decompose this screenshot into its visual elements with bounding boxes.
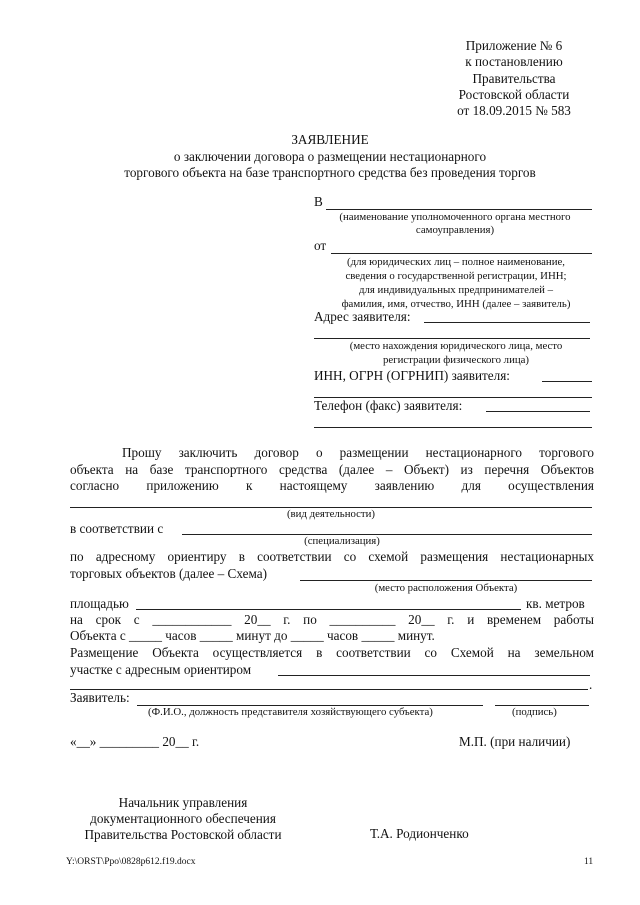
file-path: Y:\ORST\Ppo\0828p612.f19.docx [66, 857, 196, 867]
hint-line: самоуправления) [415, 224, 495, 236]
title-subtitle: о заключении договора о размещении нестационарного [173, 148, 487, 164]
page-title: ЗАЯВЛЕНИЕ [291, 132, 369, 147]
stamp-label: М.П. (при наличии) [459, 734, 571, 749]
chief-name: Т.А. Родионченко [370, 826, 469, 841]
to-field[interactable] [326, 209, 592, 210]
paragraph-line: торговых объектов (далее – Схема) [70, 565, 267, 581]
area-field[interactable] [136, 609, 521, 610]
inn-label: ИНН, ОГРН (ОГРНИП) заявителя: [314, 368, 510, 383]
location-field[interactable] [300, 580, 592, 581]
paragraph-line: Размещение Объекта осуществляется в соответствии со Схемой на земельном [70, 645, 594, 660]
activity-hint: (вид деятельности) [286, 508, 376, 520]
placement-paragraph [70, 645, 594, 678]
address-field[interactable] [424, 322, 590, 323]
area-label: площадью [70, 596, 129, 611]
hint-line: (для юридических лиц – полное наименование, [347, 256, 565, 268]
appendix-line: к постановлению [465, 54, 563, 70]
chief-line: Начальник управления [118, 795, 248, 810]
applicant-label: Заявитель: [70, 690, 130, 705]
address-field-2[interactable] [314, 338, 590, 339]
to-label: В [314, 194, 323, 209]
fio-hint: (Ф.И.О., должность представителя хозяйствующего субъекта) [148, 706, 433, 718]
phone-field-2[interactable] [314, 427, 592, 428]
from-field[interactable] [331, 253, 592, 254]
paragraph-line: по адресному ориентиру в соответствии со схемой размещения нестационарных [70, 549, 594, 564]
sign-hint: (подпись) [512, 706, 557, 718]
hint-line: (место нахождения юридического лица, место [349, 340, 563, 352]
paragraph-line: Прошу заключить договор о размещении нестационарного торгового [122, 445, 594, 460]
title-subtitle: торгового объекта на базе транспортного средства без проведения торгов [124, 165, 536, 180]
address-label: Адрес заявителя: [314, 309, 411, 324]
chief-line: документационного обеспечения [90, 810, 276, 826]
appendix-line: от 18.09.2015 № 583 [457, 103, 571, 119]
appendix-line: Правительства [472, 70, 556, 86]
paragraph-line: объекта на базе транспортного средства (далее – Объект) из перечня Объектов [70, 461, 594, 477]
area-unit: кв. метров [526, 596, 585, 611]
appendix-block [440, 38, 588, 119]
address-hint [306, 340, 606, 367]
hint-line: для индивидуальных предпринимателей – [359, 284, 553, 296]
paragraph-line: согласно приложению к настоящему заявлению для осуществления [70, 478, 594, 493]
page-number: 11 [584, 857, 594, 867]
hint-line: сведения о государственной регистрации, ИНН; [345, 270, 567, 282]
phone-field[interactable] [486, 411, 590, 412]
to-hint [310, 211, 600, 237]
inn-field[interactable] [542, 381, 592, 382]
paragraph-line: участке с адресным ориентиром [70, 661, 252, 677]
appendix-line: Ростовской области [458, 86, 570, 102]
from-hint [306, 255, 606, 311]
location-hint: (место расположения Объекта) [374, 582, 518, 594]
hint-line: (наименование уполномоченного органа местного [339, 211, 571, 223]
specialization-hint: (специализация) [304, 535, 380, 547]
hint-line: регистрации физического лица) [382, 353, 530, 366]
hint-line: фамилия, имя, отчество, ИНН (далее – заявитель) [341, 298, 571, 310]
appendix-line: Приложение № 6 [465, 38, 563, 53]
placement-field-2[interactable] [70, 689, 588, 690]
term-line: на срок с ____________ 20__ г. по __________ 20__ г. и временем работы [70, 612, 594, 627]
chief-block [58, 795, 308, 842]
hours-line: Объекта с _____ часов _____ минут до _____ часов _____ минут. [70, 628, 435, 643]
end-dot: . [589, 677, 593, 692]
title-block [60, 132, 600, 182]
address-paragraph [70, 549, 594, 582]
placement-field[interactable] [278, 675, 590, 676]
accordance-label: в соответствии с [70, 521, 164, 536]
phone-label: Телефон (факс) заявителя: [314, 398, 463, 413]
request-paragraph [70, 445, 594, 495]
date-line: «__» _________ 20__ г. [70, 734, 200, 749]
chief-line: Правительства Ростовской области [84, 826, 282, 842]
from-label: от [314, 238, 327, 253]
